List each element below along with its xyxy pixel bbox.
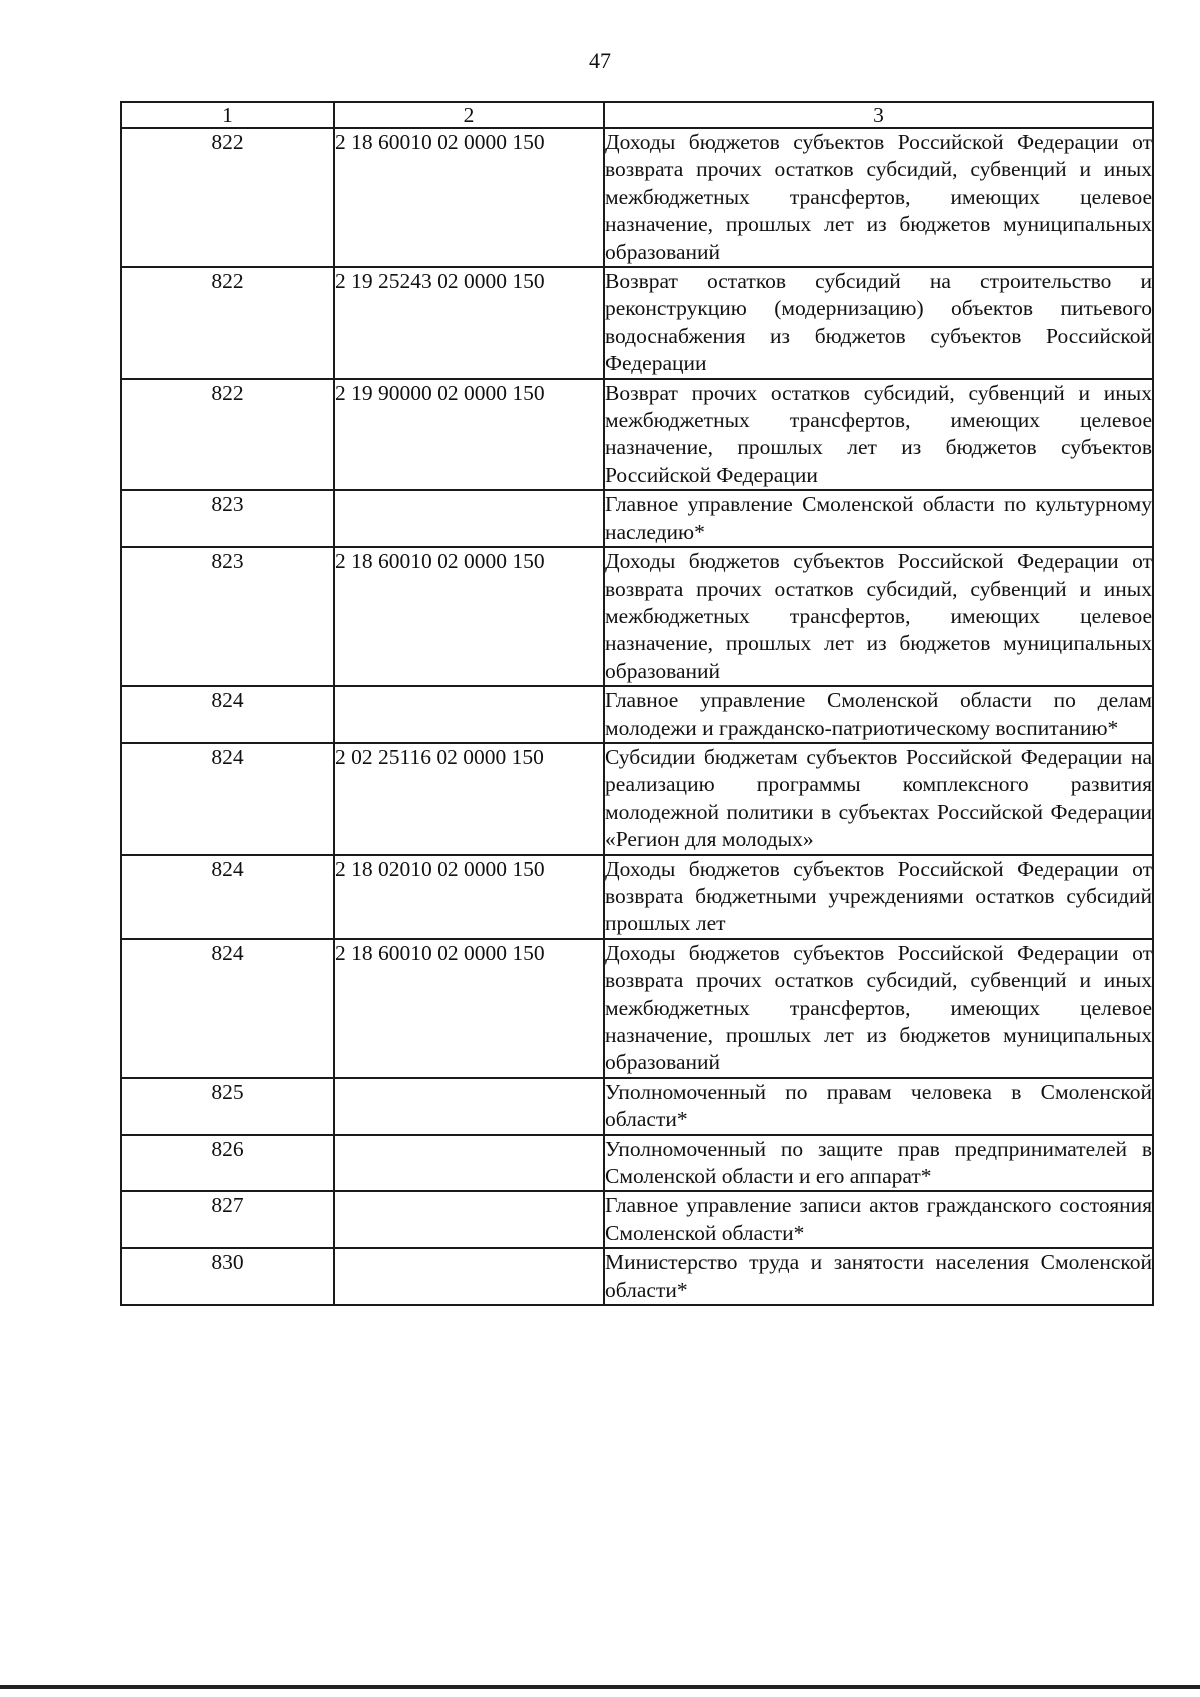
header-col-2: 2 <box>334 102 604 128</box>
admin-code: 827 <box>121 1191 334 1248</box>
revenue-code <box>334 686 604 743</box>
revenue-code: 2 19 25243 02 0000 150 <box>334 267 604 379</box>
table-row <box>121 379 1153 491</box>
table-row <box>121 128 1153 267</box>
header-col-3: 3 <box>604 102 1153 128</box>
revenue-code: 2 19 90000 02 0000 150 <box>334 379 604 491</box>
table-row <box>121 1135 1153 1192</box>
header-col-1: 1 <box>121 102 334 128</box>
admin-code: 823 <box>121 490 334 547</box>
table-row <box>121 1248 1153 1305</box>
revenue-code: 2 18 02010 02 0000 150 <box>334 855 604 939</box>
admin-code: 824 <box>121 939 334 1078</box>
revenue-name: Министерство труда и занятости населения Смоленской области* <box>604 1248 1153 1305</box>
revenue-code <box>334 1248 604 1305</box>
revenue-code: 2 18 60010 02 0000 150 <box>334 939 604 1078</box>
admin-code: 822 <box>121 128 334 267</box>
revenue-code: 2 18 60010 02 0000 150 <box>334 128 604 267</box>
revenue-name: Главное управление Смоленской области по культурному наследию* <box>604 490 1153 547</box>
table-row <box>121 743 1153 855</box>
scan-edge-line <box>0 1685 1200 1689</box>
budget-revenue-table <box>120 101 1154 1306</box>
table-row <box>121 490 1153 547</box>
revenue-name: Доходы бюджетов субъектов Российской Федерации от возврата бюджетными учреждениями остатков субсидий прошлых лет <box>604 855 1153 939</box>
admin-code: 830 <box>121 1248 334 1305</box>
table-row <box>121 547 1153 686</box>
table-row <box>121 1078 1153 1135</box>
table-row <box>121 939 1153 1078</box>
table-row <box>121 855 1153 939</box>
revenue-name: Доходы бюджетов субъектов Российской Федерации от возврата прочих остатков субсидий, субвенций и иных межбюджетных трансфертов, имеющих целевое назначение, прошлых лет из бюджетов муниципальных образований <box>604 128 1153 267</box>
table-row <box>121 686 1153 743</box>
revenue-name: Доходы бюджетов субъектов Российской Федерации от возврата прочих остатков субсидий, субвенций и иных межбюджетных трансфертов, имеющих целевое назначение, прошлых лет из бюджетов муниципальных образований <box>604 939 1153 1078</box>
table-row <box>121 267 1153 379</box>
revenue-name: Уполномоченный по защите прав предпринимателей в Смоленской области и его аппарат* <box>604 1135 1153 1192</box>
table-row <box>121 1191 1153 1248</box>
revenue-code <box>334 1078 604 1135</box>
revenue-code <box>334 1191 604 1248</box>
table-header-row <box>121 102 1153 128</box>
revenue-code: 2 02 25116 02 0000 150 <box>334 743 604 855</box>
page-number: 47 <box>589 48 611 73</box>
revenue-code: 2 18 60010 02 0000 150 <box>334 547 604 686</box>
admin-code: 822 <box>121 379 334 491</box>
admin-code: 824 <box>121 686 334 743</box>
admin-code: 826 <box>121 1135 334 1192</box>
revenue-name: Возврат остатков субсидий на строительство и реконструкцию (модернизацию) объектов питьевого водоснабжения из бюджетов субъектов Российской Федерации <box>604 267 1153 379</box>
revenue-code <box>334 490 604 547</box>
revenue-code <box>334 1135 604 1192</box>
admin-code: 824 <box>121 743 334 855</box>
revenue-name: Уполномоченный по правам человека в Смоленской области* <box>604 1078 1153 1135</box>
admin-code: 825 <box>121 1078 334 1135</box>
revenue-name: Доходы бюджетов субъектов Российской Федерации от возврата прочих остатков субсидий, субвенций и иных межбюджетных трансфертов, имеющих целевое назначение, прошлых лет из бюджетов муниципальных образований <box>604 547 1153 686</box>
revenue-name: Возврат прочих остатков субсидий, субвенций и иных межбюджетных трансфертов, имеющих целевое назначение, прошлых лет из бюджетов субъектов Российской Федерации <box>604 379 1153 491</box>
revenue-name: Субсидии бюджетам субъектов Российской Федерации на реализацию программы комплексного развития молодежной политики в субъектах Российской Федерации «Регион для молодых» <box>604 743 1153 855</box>
admin-code: 824 <box>121 855 334 939</box>
admin-code: 822 <box>121 267 334 379</box>
admin-code: 823 <box>121 547 334 686</box>
revenue-name: Главное управление записи актов гражданского состояния Смоленской области* <box>604 1191 1153 1248</box>
revenue-name: Главное управление Смоленской области по делам молодежи и гражданско-патриотическому воспитанию* <box>604 686 1153 743</box>
